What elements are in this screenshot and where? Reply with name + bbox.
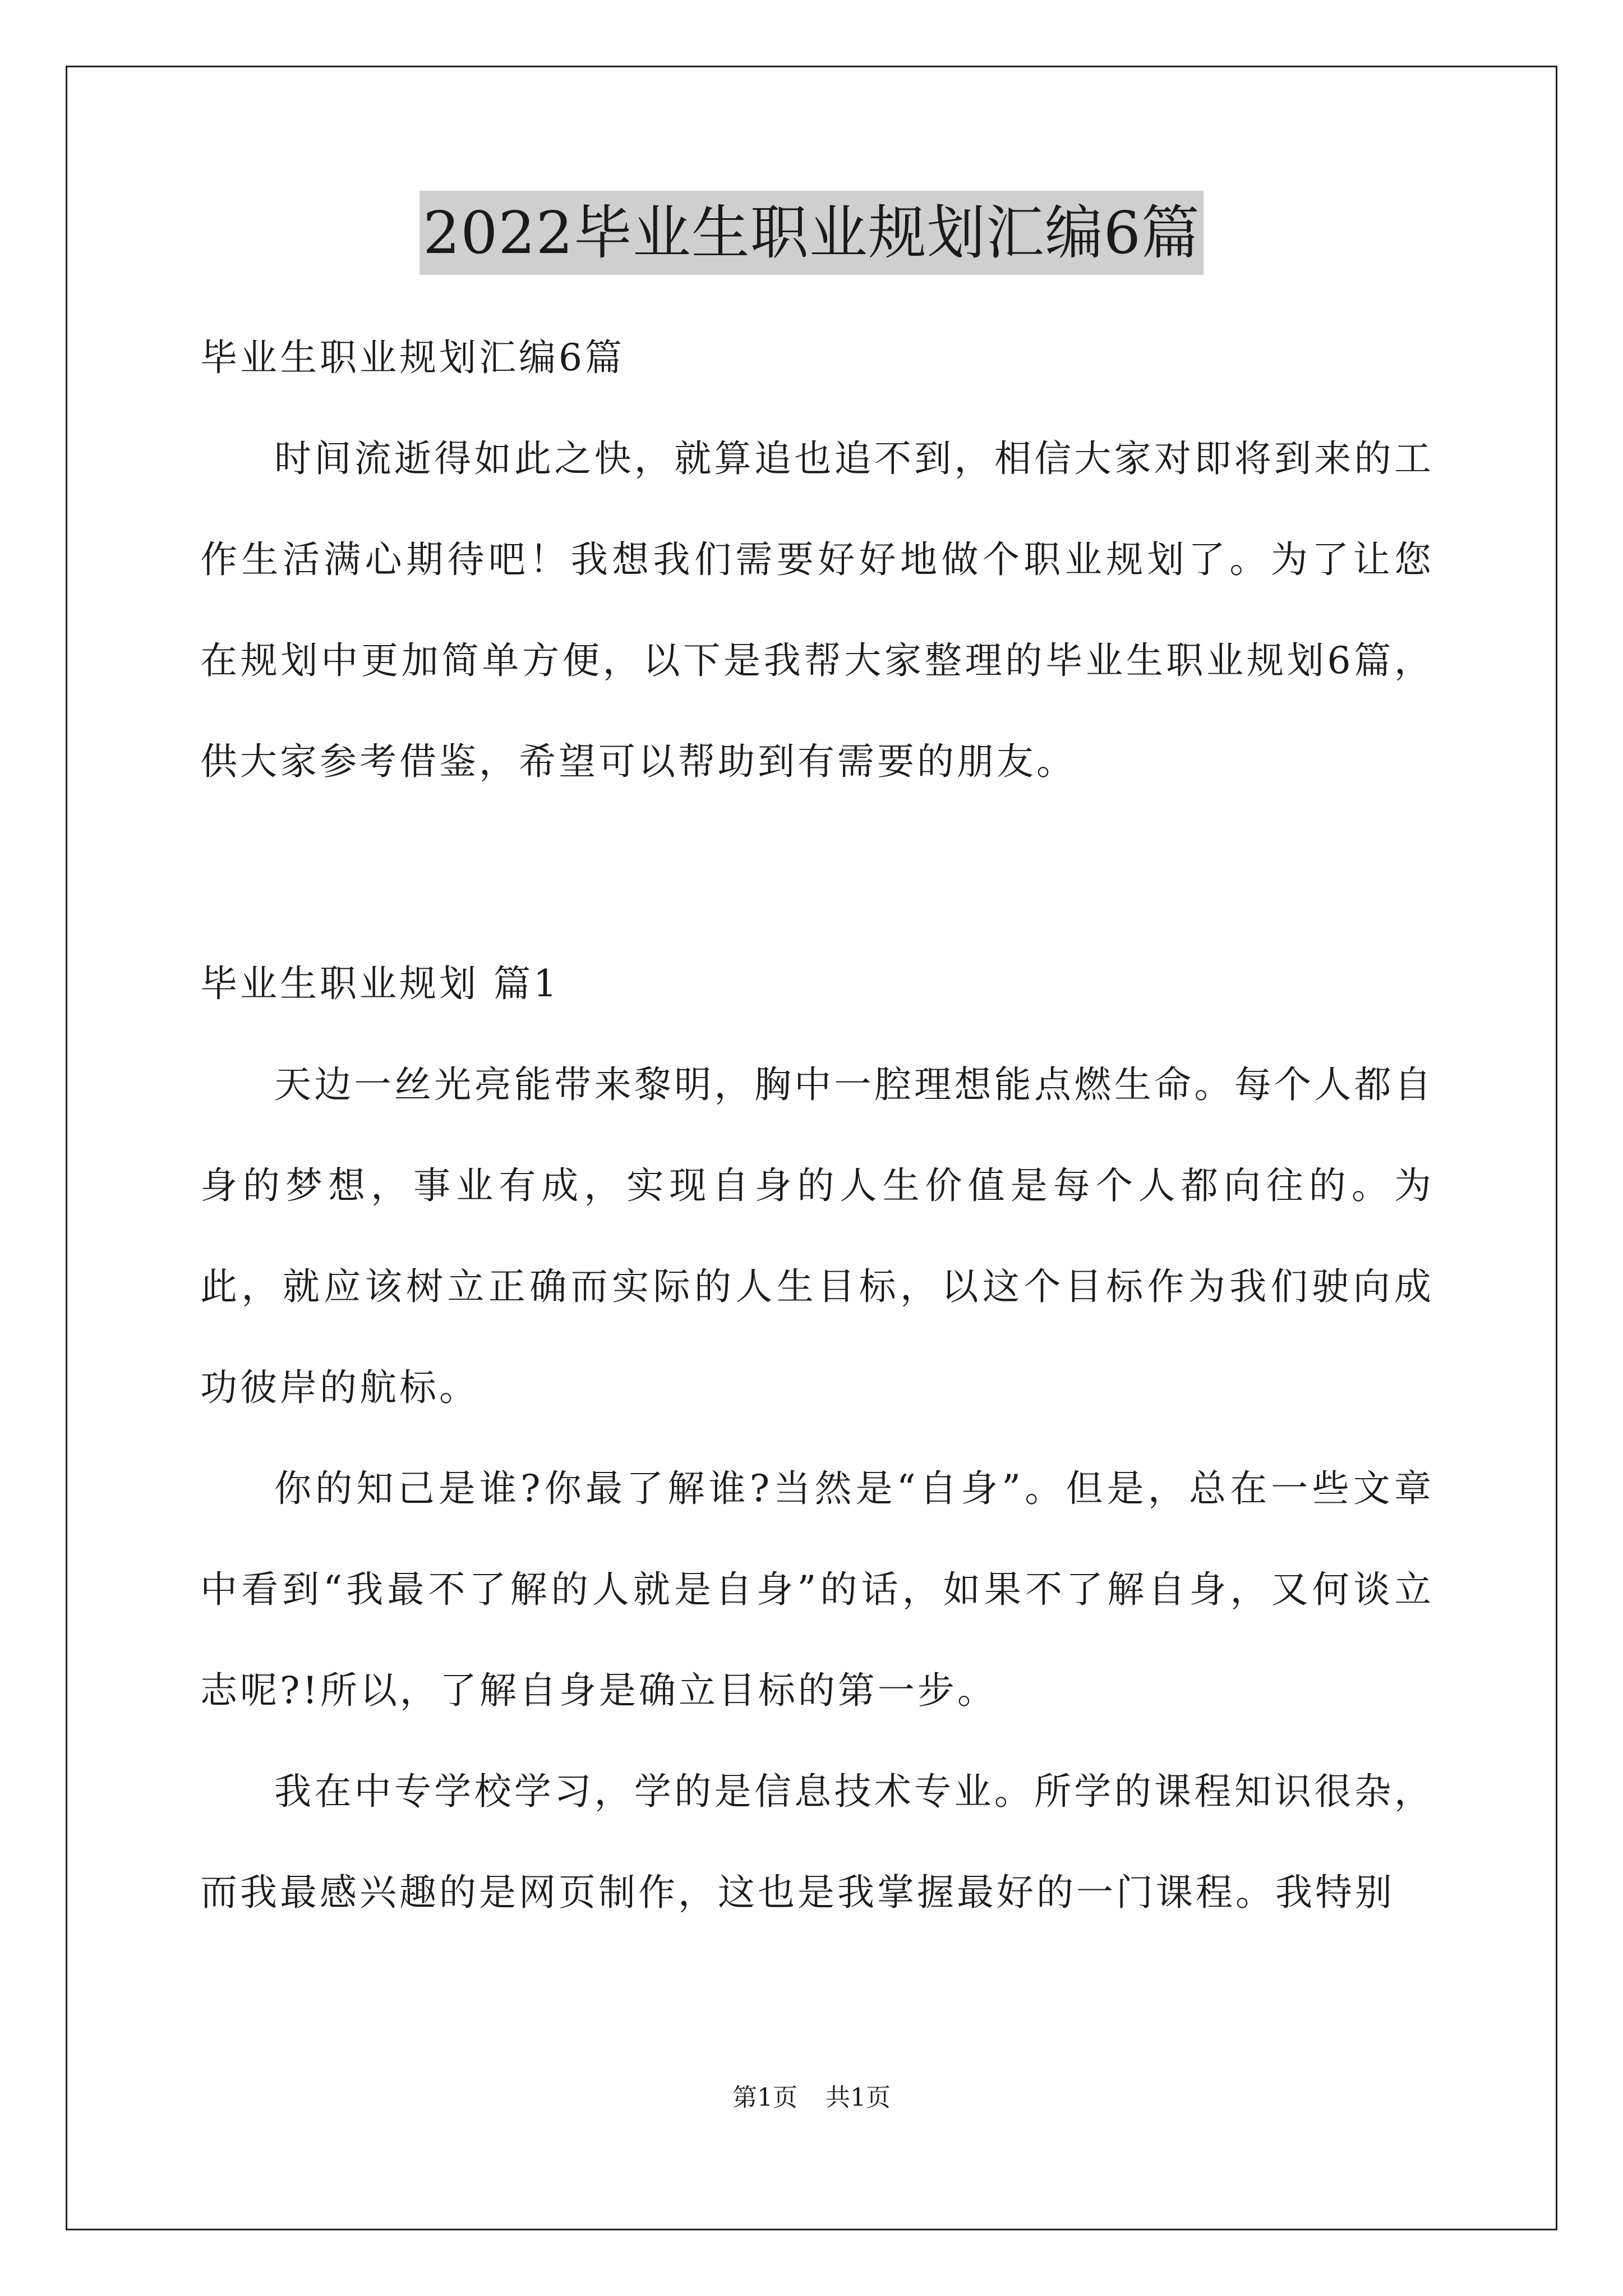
document-title: 2022毕业生职业规划汇编6篇 — [419, 191, 1204, 275]
page-number-total: 共1页 — [826, 2083, 891, 2112]
page-footer — [0, 2081, 1623, 2115]
body-paragraph: 我在中专学校学习，学的是信息技术专业。所学的课程知识很杂，而我最感兴趣的是网页制作，这也是我掌握最好的一门课程。我特别 — [200, 1770, 1434, 1914]
section-heading: 毕业生职业规划 篇1 — [200, 962, 560, 1005]
document-body — [200, 307, 1434, 1943]
body-paragraph: 天边一丝光亮能带来黎明，胸中一腔理想能点燃生命。每个人都自身的梦想，事业有成，实现自身的人生价值是每个人都向往的。为此，就应该树立正确而实际的人生目标，以这个目标作为我们驶向成功彼岸的航标。 — [200, 1063, 1434, 1409]
body-paragraph: 你的知己是谁?你最了解谁?当然是“自身”。但是，总在一些文章中看到“我最不了解的人就是自身”的话，如果不了解自身，又何谈立志呢?!所以，了解自身是确立目标的第一步。 — [200, 1467, 1434, 1712]
title-container — [0, 191, 1623, 275]
page-number-current: 第1页 — [732, 2083, 797, 2112]
intro-paragraph: 时间流逝得如此之快，就算追也追不到，相信大家对即将到来的工作生活满心期待吧！我想我们需要好好地做个职业规划了。为了让您在规划中更加简单方便，以下是我帮大家整理的毕业生职业规划6篇，供大家参考借鉴，希望可以帮助到有需要的朋友。 — [200, 437, 1434, 783]
document-subtitle: 毕业生职业规划汇编6篇 — [200, 336, 625, 379]
